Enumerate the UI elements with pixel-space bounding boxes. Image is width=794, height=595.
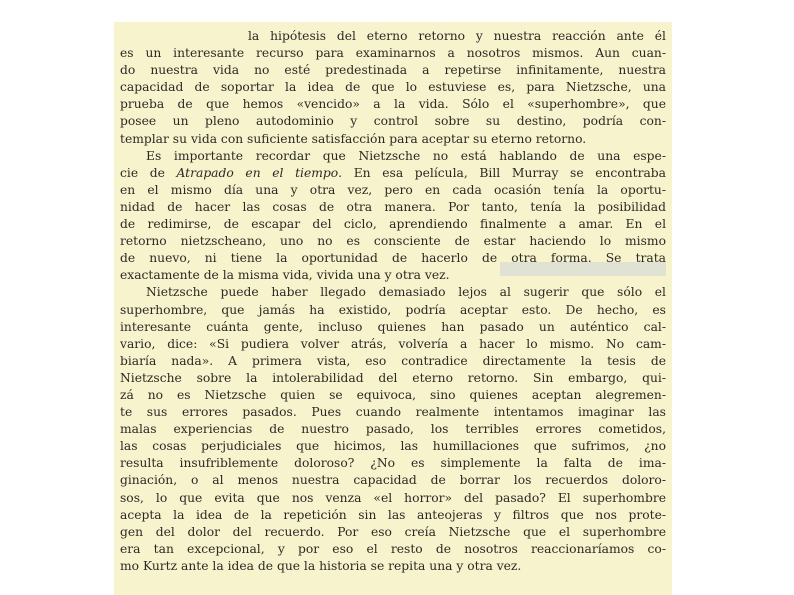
- text-line: exactamente de la misma vida, vivida una y otra vez.: [120, 268, 450, 283]
- text-line: de nuevo, ni tiene la oportunidad de hacerlo de otra forma. Se trata: [120, 251, 666, 266]
- text-line: do nuestra vida no esté predestinada a repetirse infinitamente, nuestra: [120, 63, 666, 78]
- text-line: superhombre, que jamás ha existido, podría aceptar esto. De hecho, es: [120, 302, 666, 317]
- text-line: vario, dice: «Si pudiera volver atrás, volvería a hacer lo mismo. No cam-: [120, 336, 666, 351]
- text-line: malas experiencias de nuestro pasado, los terribles errores cometidos,: [120, 422, 666, 437]
- text-line: la hipótesis del eterno retorno y nuestra reacción ante él: [248, 29, 666, 43]
- text-line: es un interesante recurso para examinarnos a nosotros mismos. Aun cuan-: [120, 46, 666, 61]
- text-line: era tan excepcional, y por eso el resto de nosotros reaccionaríamos co-: [120, 541, 666, 556]
- text-line: templar su vida con suficiente satisfacción para aceptar su eterno retorno.: [120, 131, 587, 146]
- book-page-scan: [114, 22, 672, 595]
- text-line: las cosas perjudiciales que hicimos, las humillaciones que sufrimos, ¿no: [120, 439, 666, 454]
- text-line: acepta la idea de la repetición sin las anteojeras y filtros que nos prote-: [120, 507, 666, 522]
- text-fragment: . En esa película, Bill Murray se encontraba: [338, 165, 666, 180]
- text-line: posee un pleno autodominio y control sobre su destino, podría con-: [120, 114, 666, 129]
- text-line: resulta insufriblemente doloroso? ¿No es simplemente la falta de ima-: [120, 456, 666, 471]
- text-line: sos, lo que evita que nos venza «el horror» del pasado? El superhombre: [120, 490, 666, 505]
- text-line: Es importante recordar que Nietzsche no está hablando de una espe-: [146, 148, 666, 163]
- text-line: Nietzsche puede haber llegado demasiado lejos al sugerir que sólo el: [146, 285, 666, 300]
- text-line: de redimirse, de escapar del ciclo, aprendiendo finalmente a amar. En el: [120, 217, 666, 232]
- text-line-with-title: [120, 165, 666, 182]
- text-line: zá no es Nietzsche quien se equivoca, sino quienes aceptan alegremen-: [120, 387, 666, 402]
- text-line: retorno nietzscheano, uno no es consciente de estar haciendo lo mismo: [120, 234, 666, 249]
- text-line: ginación, o al menos nuestra capacidad de borrar los recuerdos doloro-: [120, 473, 666, 488]
- text-line: mo Kurtz ante la idea de que la historia se repita una y otra vez.: [120, 558, 522, 573]
- text-line: gen del dolor del recuerdo. Por eso creía Nietzsche que el superhombre: [120, 524, 666, 539]
- text-line: prueba de que hemos «vencido» a la vida. Sólo el «superhombre», que: [120, 97, 666, 112]
- text-line: capacidad de soportar la idea de que lo estuviese es, para Nietzsche, una: [120, 80, 666, 95]
- text-line: nidad de hacer las cosas de otra manera. Por tanto, tenía la posibilidad: [120, 199, 666, 214]
- text-line: biaría nada». A primera vista, eso contradice directamente la tesis de: [120, 353, 666, 368]
- text-line: en el mismo día una y otra vez, pero en cada ocasión tenía la oportu-: [120, 182, 666, 197]
- text-line: te sus errores pasados. Pues cuando realmente intentamos imaginar las: [120, 405, 666, 420]
- text-line: interesante cuánta gente, incluso quienes han pasado un auténtico cal-: [120, 319, 666, 334]
- text-line: Nietzsche sobre la intolerabilidad del eterno retorno. Sin embargo, qui-: [120, 370, 666, 385]
- film-title: Atrapado en el tiempo: [176, 165, 339, 180]
- text-fragment: cie de: [120, 165, 165, 180]
- page-text: [120, 28, 666, 575]
